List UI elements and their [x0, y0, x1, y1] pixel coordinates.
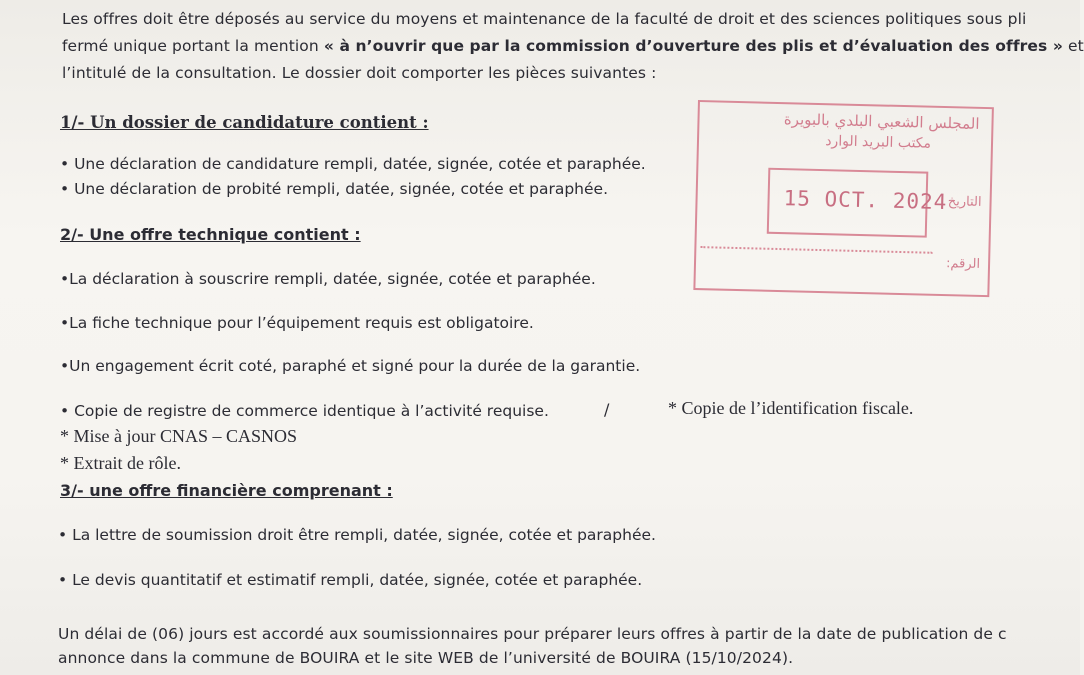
- intro-line-3: l’intitulé de la consultation. Le dossier doit comporter les pièces suivantes :: [62, 64, 657, 82]
- stamp-date: 15 OCT. 2024: [783, 186, 948, 215]
- section2-item-1: •La déclaration à souscrire rempli, datée, signée, cotée et paraphée.: [60, 270, 596, 288]
- intro-mention: « à n’ouvrir que par la commission d’ouverture des plis et d’évaluation des offres »: [323, 37, 1063, 55]
- stamp-institution: المجلس الشعبي البلدي بالبويرة: [783, 110, 980, 133]
- reception-stamp: [693, 100, 994, 297]
- intro-line-2-suffix: et: [1062, 37, 1084, 55]
- closing-line-2: annonce dans la commune de BOUIRA et le site WEB de l’université de BOUIRA (15/10/2024).: [58, 649, 794, 667]
- section2-item-3: •Un engagement écrit coté, paraphé et signé pour la durée de la garantie.: [60, 357, 641, 375]
- section2-serif-item-2: * Extrait de rôle.: [60, 453, 181, 473]
- section2-item-4: • Copie de registre de commerce identique à l’activité requise.: [60, 402, 549, 420]
- intro-line-2: [62, 37, 1084, 55]
- separator-slash: /: [604, 400, 610, 419]
- section2-item-2: •La fiche technique pour l’équipement requis est obligatoire.: [60, 314, 534, 332]
- stamp-date-box: [767, 168, 948, 238]
- stamp-date-label: التاريخ: [947, 194, 982, 210]
- stamp-dotted-line: [700, 246, 932, 254]
- section1-heading: 1/- Un dossier de candidature contient :: [60, 113, 429, 132]
- closing-line-1: Un délai de (06) jours est accordé aux soumissionnaires pour préparer leurs offres à partir de la date de publication de c: [58, 625, 1007, 643]
- section1-item-2: • Une déclaration de probité rempli, datée, signée, cotée et paraphée.: [60, 180, 609, 198]
- section2-fiscal: * Copie de l’identification fiscale.: [668, 398, 914, 418]
- section2-serif-item-1: * Mise à jour CNAS – CASNOS: [60, 426, 298, 446]
- section3-item-1: • La lettre de soumission droit être rempli, datée, signée, cotée et paraphée.: [58, 526, 656, 544]
- intro-line-1: Les offres doit être déposés au service du moyens et maintenance de la faculté de droit et des sciences politiques sous pli: [62, 10, 1027, 28]
- section3-item-2: • Le devis quantitatif et estimatif rempli, datée, signée, cotée et paraphée.: [58, 571, 643, 589]
- section2-heading: 2/- Une offre technique contient :: [60, 225, 361, 244]
- stamp-office: مكتب البريد الوارد: [825, 133, 932, 152]
- section3-heading: 3/- une offre financière comprenant :: [60, 481, 393, 500]
- section1-item-1: • Une déclaration de candidature rempli, datée, signée, cotée et paraphée.: [60, 155, 646, 173]
- stamp-number-label: الرقم:: [945, 256, 981, 272]
- intro-line-2-prefix: fermé unique portant la mention: [62, 37, 324, 55]
